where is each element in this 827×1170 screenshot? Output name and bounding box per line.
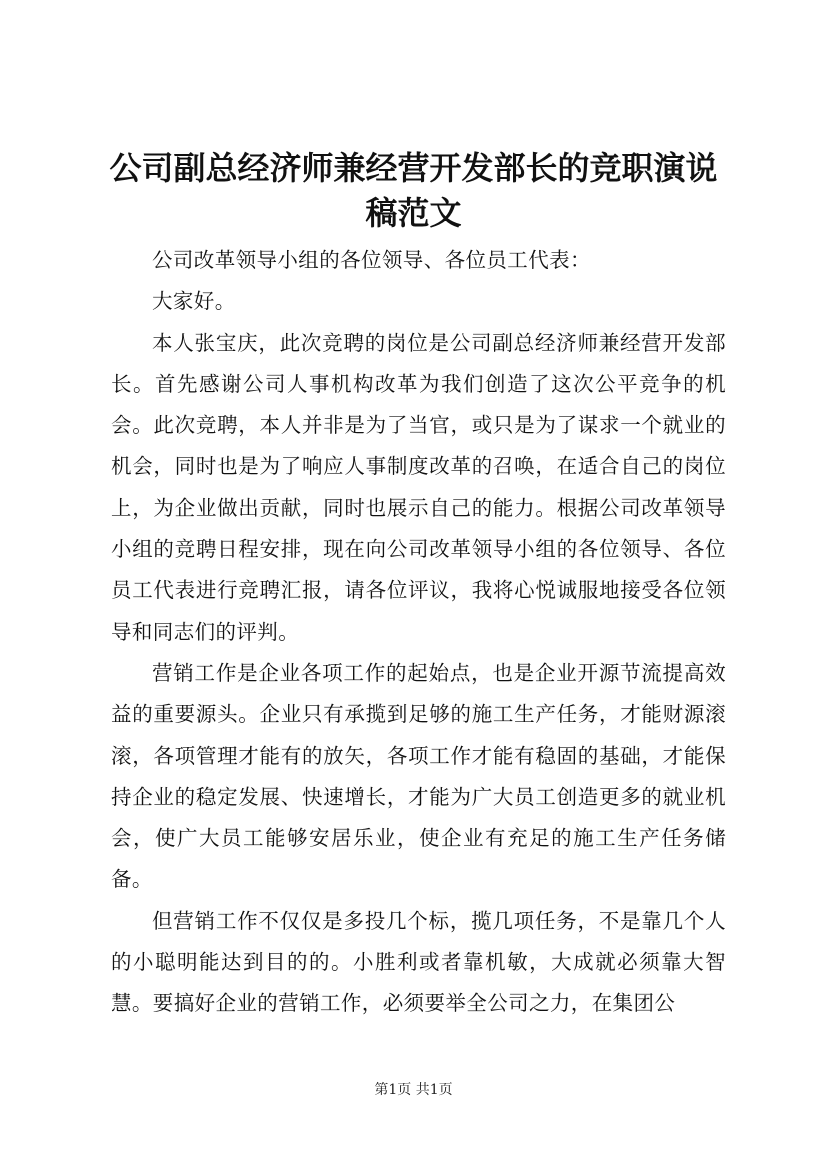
paragraph-introduction: 本人张宝庆，此次竞聘的岗位是公司副总经济师兼经营开发部长。首先感谢公司人事机构改革为我们创造了这次公平竞争的机会。此次竞聘，本人并非是为了当官，或只是为了谋求一个就业的机会，同时也是为了响应人事制度改革的召唤，在适合自己的岗位上，为企业做出贡献，同时也展示自己的能力。根据公司改革领导小组的竞聘日程安排，现在向公司改革领导小组的各位领导、各位员工代表进行竞聘汇报，请各位评议，我将心悦诚服地接受各位领导和同志们的评判。 xyxy=(111,330,726,644)
paragraph-marketing-approach: 但营销工作不仅仅是多投几个标，揽几项任务，不是靠几个人的小聪明能达到目的的。小胜利或者靠机敏，大成就必须靠大智慧。要搞好企业的营销工作，必须要举全公司之力，在集团公 xyxy=(111,908,726,1016)
page-footer: 第1页 共1页 xyxy=(374,1082,453,1098)
paragraph-greeting: 大家好。 xyxy=(152,289,236,314)
paragraph-marketing-importance: 营销工作是企业各项工作的起始点，也是企业开源节流提高效益的重要源头。企业只有承揽到足够的施工生产任务，才能财源滚滚，各项管理才能有的放矢，各项工作才能有稳固的基础，才能保持企业的稳定发展、快速增长，才能为广大员工创造更多的就业机会，使广大员工能够安居乐业，使企业有充足的施工生产任务储备。 xyxy=(111,660,726,892)
paragraph-salutation: 公司改革领导小组的各位领导、各位员工代表： xyxy=(152,248,591,272)
document-title: 公司副总经济师兼经营开发部长的竞职演说稿范文 xyxy=(109,149,718,232)
document-body xyxy=(111,240,726,1025)
